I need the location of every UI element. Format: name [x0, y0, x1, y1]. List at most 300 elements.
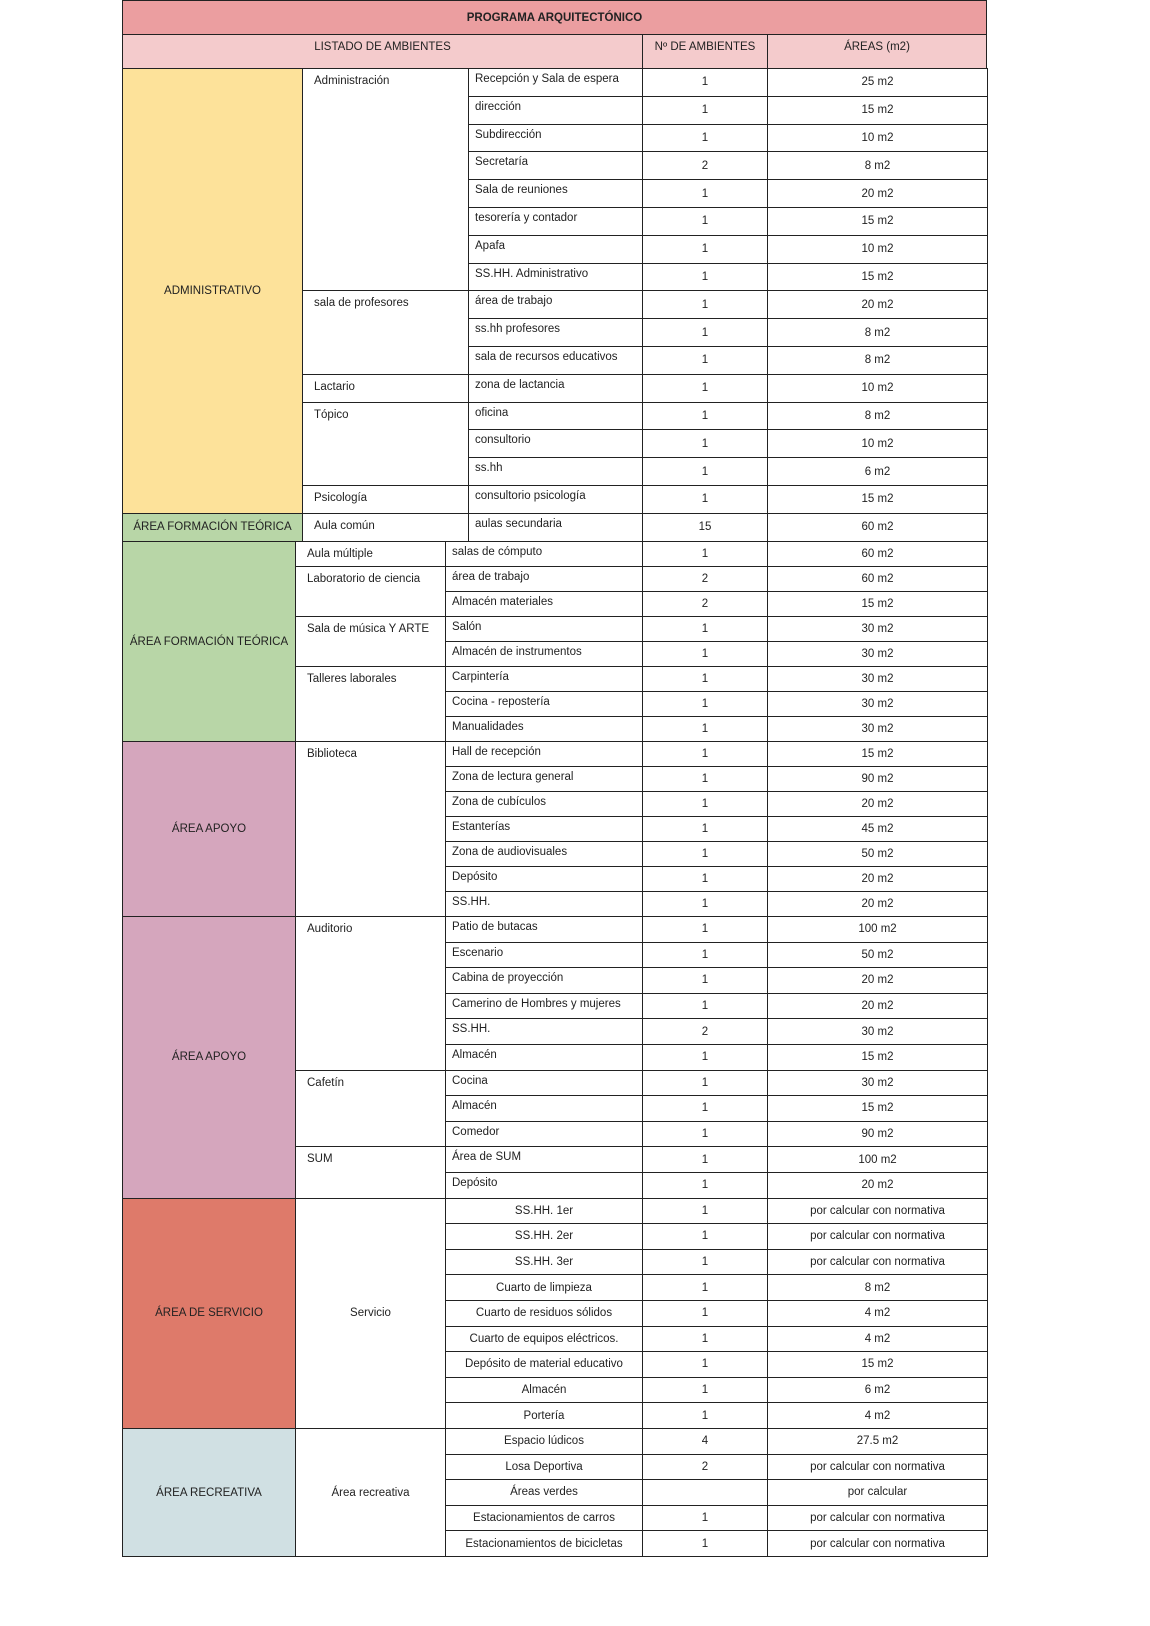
group-label-text: Área recreativa: [331, 1486, 410, 1499]
table-row-num: [642, 1146, 768, 1173]
space-name: Estacionamientos de bicicletas: [465, 1537, 623, 1550]
table-row-area: [767, 1121, 988, 1148]
space-name: tesorería y contador: [475, 212, 578, 224]
space-name: Manualidades: [452, 721, 524, 733]
table-row-num: [642, 513, 768, 542]
space-area: 15 m2: [861, 215, 894, 228]
table-row-space: [468, 290, 643, 319]
space-count: 4: [701, 1435, 709, 1448]
group-label: [302, 513, 469, 542]
table-row-space: [468, 346, 643, 375]
space-name: consultorio: [475, 434, 531, 447]
space-area: 8 m2: [864, 354, 891, 367]
table-row-num: [642, 866, 768, 892]
table-row-space: [468, 429, 643, 458]
table-row-num: [642, 993, 768, 1020]
space-area: por calcular con normativa: [810, 1460, 945, 1473]
space-area: por calcular con normativa: [810, 1204, 945, 1217]
group-label: [295, 741, 446, 917]
space-count: 1: [701, 773, 709, 785]
space-count: 1: [701, 798, 709, 810]
table-row-num: [642, 207, 768, 236]
space-count: 1: [701, 673, 709, 685]
table-row-space: [445, 1454, 643, 1481]
table-row-num: [642, 916, 768, 943]
group-label: [295, 1428, 446, 1557]
space-count: 1: [701, 848, 709, 860]
group-label-text: Biblioteca: [307, 748, 357, 760]
table-row-num: [642, 1402, 768, 1429]
space-area: 15 m2: [861, 270, 894, 283]
space-count: 1: [701, 1230, 709, 1243]
table-row-space: [445, 1402, 643, 1429]
table-row-space: [445, 591, 643, 617]
space-name: Carpintería: [452, 671, 509, 683]
table-row-num: [642, 1223, 768, 1250]
table-title-text: PROGRAMA ARQUITECTÓNICO: [466, 11, 643, 24]
zone-label: [122, 1428, 296, 1557]
space-count: 1: [701, 437, 709, 450]
space-name: Zona de cubículos: [452, 796, 546, 808]
table-row-area: [767, 318, 988, 347]
space-area: por calcular con normativa: [810, 1230, 945, 1243]
space-area: 20 m2: [861, 1179, 894, 1192]
table-row-num: [642, 841, 768, 867]
space-area: 8 m2: [864, 326, 891, 339]
table-row-area: [767, 513, 988, 542]
table-row-num: [642, 1530, 768, 1557]
table-row-space: [445, 1377, 643, 1404]
table-row-num: [642, 641, 768, 667]
table-row-space: [445, 866, 643, 892]
table-row-space: [468, 235, 643, 264]
table-row-area: [767, 1249, 988, 1276]
space-count: 1: [701, 623, 709, 635]
table-title: [122, 0, 987, 35]
group-label-text: Talleres laborales: [307, 673, 397, 685]
table-row-space: [445, 1018, 643, 1045]
group-label: [295, 1070, 446, 1148]
table-row-num: [642, 1454, 768, 1481]
group-label: [295, 566, 446, 617]
space-name: Espacio lúdicos: [504, 1435, 584, 1448]
space-area: por calcular con normativa: [810, 1256, 945, 1269]
group-label: [295, 666, 446, 742]
group-label-text: Lactario: [314, 380, 355, 393]
space-name: área de trabajo: [475, 295, 553, 308]
table-row-area: [767, 816, 988, 842]
table-row-space: [445, 1121, 643, 1148]
table-row-space: [445, 1172, 643, 1199]
space-name: Secretaría: [475, 156, 529, 169]
space-count: 1: [701, 1281, 709, 1294]
table-row-num: [642, 1121, 768, 1148]
table-row-space: [445, 816, 643, 842]
space-area: 20 m2: [861, 187, 894, 200]
table-row-area: [767, 791, 988, 817]
space-area: 50 m2: [861, 948, 894, 961]
group-label-text: Aula múltiple: [307, 548, 373, 560]
table-row-area: [767, 666, 988, 692]
table-row-num: [642, 1249, 768, 1276]
space-name: Almacén: [452, 1100, 497, 1113]
table-row-num: [642, 1044, 768, 1071]
table-row-space: [468, 485, 643, 514]
table-row-area: [767, 1172, 988, 1199]
table-row-num: [642, 816, 768, 842]
space-name: salas de cómputo: [452, 546, 543, 558]
space-count: 1: [701, 215, 709, 228]
space-count: 2: [701, 573, 709, 585]
table-row-area: [767, 967, 988, 994]
space-count: 1: [701, 465, 709, 478]
space-count: 2: [701, 1025, 709, 1038]
header-listado-text: LISTADO DE AMBIENTES: [314, 40, 451, 53]
table-row-area: [767, 641, 988, 667]
table-row-area: [767, 741, 988, 767]
space-name: sala de recursos educativos: [475, 351, 618, 363]
table-row-num: [642, 766, 768, 792]
table-row-area: [767, 1402, 988, 1429]
space-count: 1: [701, 187, 709, 200]
space-count: 1: [701, 131, 709, 144]
space-count: 1: [701, 1384, 709, 1397]
table-row-space: [445, 766, 643, 792]
space-area: 100 m2: [858, 1153, 897, 1166]
table-row-space: [445, 1530, 643, 1557]
space-count: 1: [701, 1332, 709, 1345]
space-name: oficina: [475, 406, 509, 419]
table-row-num: [642, 541, 768, 567]
table-row-space: [468, 179, 643, 208]
group-label-text: Laboratorio de ciencia: [307, 573, 421, 585]
table-row-area: [767, 1505, 988, 1532]
table-row-num: [642, 1300, 768, 1327]
table-row-space: [445, 1249, 643, 1276]
space-name: ss.hh profesores: [475, 323, 561, 336]
space-name: Comedor: [452, 1125, 500, 1138]
group-label: [302, 68, 469, 291]
table-row-num: [642, 1326, 768, 1353]
space-name: Patio de butacas: [452, 921, 538, 933]
space-area: 20 m2: [861, 298, 894, 311]
table-row-space: [445, 566, 643, 592]
table-row-num: [642, 1172, 768, 1199]
table-row-num: [642, 151, 768, 180]
table-row-space: [445, 641, 643, 667]
space-area: 20 m2: [861, 974, 894, 987]
table-row-area: [767, 151, 988, 180]
table-row-space: [468, 207, 643, 236]
space-count: 1: [701, 1102, 709, 1115]
space-count: 1: [701, 270, 709, 283]
space-name: Depósito: [452, 1177, 498, 1189]
space-area: 4 m2: [864, 1332, 891, 1345]
space-count: 1: [701, 1204, 709, 1217]
table-row-area: [767, 207, 988, 236]
space-name: Apafa: [475, 239, 506, 252]
table-row-num: [642, 290, 768, 319]
group-label: [302, 290, 469, 374]
table-row-num: [642, 591, 768, 617]
table-row-num: [642, 1428, 768, 1455]
table-row-num: [642, 1505, 768, 1532]
table-row-area: [767, 374, 988, 403]
space-area: 30 m2: [861, 1076, 894, 1089]
table-row-area: [767, 591, 988, 617]
space-name: Cabina de proyección: [452, 972, 564, 985]
table-row-area: [767, 841, 988, 867]
table-row-num: [642, 429, 768, 458]
table-row-area: [767, 1044, 988, 1071]
zone-label: [122, 68, 303, 514]
table-row-area: [767, 1070, 988, 1097]
table-row-space: [445, 1479, 643, 1506]
table-row-space: [445, 891, 643, 917]
zone-label: [122, 741, 296, 917]
table-row-area: [767, 1351, 988, 1378]
table-row-area: [767, 1223, 988, 1250]
space-count: 1: [701, 1179, 709, 1192]
table-row-num: [642, 691, 768, 717]
space-name: Estanterías: [452, 821, 511, 833]
zone-label-text: ADMINISTRATIVO: [164, 284, 261, 297]
group-label: [295, 1198, 446, 1429]
table-row-space: [445, 791, 643, 817]
space-area: 27.5 m2: [856, 1435, 899, 1448]
space-count: 2: [701, 1460, 709, 1473]
zone-label: [122, 513, 303, 542]
space-area: 4 m2: [864, 1307, 891, 1320]
header-listado: [122, 34, 643, 69]
space-name: SS.HH. 2er: [514, 1230, 574, 1243]
space-area: 30 m2: [861, 1025, 894, 1038]
space-count: 1: [701, 898, 709, 910]
space-count: 1: [701, 1051, 709, 1064]
space-count: 1: [701, 923, 709, 936]
space-name: Recepción y Sala de espera: [475, 73, 619, 85]
group-label: [295, 616, 446, 667]
space-area: 45 m2: [861, 823, 894, 835]
table-row-area: [767, 616, 988, 642]
space-count: 1: [701, 648, 709, 660]
table-row-space: [468, 263, 643, 292]
table-row-num: [642, 235, 768, 264]
space-area: 8 m2: [864, 1281, 891, 1294]
header-areas: [767, 34, 987, 69]
space-name: Salón: [452, 621, 482, 633]
table-row-area: [767, 1377, 988, 1404]
space-count: 1: [701, 1307, 709, 1320]
space-count: 1: [701, 298, 709, 311]
space-area: 30 m2: [861, 648, 894, 660]
space-area: 60 m2: [861, 521, 894, 534]
table-row-area: [767, 1146, 988, 1173]
space-area: 30 m2: [861, 698, 894, 710]
space-area: 90 m2: [861, 773, 894, 785]
table-row-space: [468, 124, 643, 153]
table-row-space: [445, 691, 643, 717]
space-name: Sala de reuniones: [475, 184, 568, 197]
table-row-num: [642, 485, 768, 514]
space-count: 1: [701, 1000, 709, 1013]
zone-label-text: ÁREA APOYO: [171, 823, 247, 835]
group-label: [302, 374, 469, 403]
zone-label: [122, 1198, 296, 1429]
table-row-num: [642, 1198, 768, 1225]
group-label-text: SUM: [307, 1153, 333, 1166]
space-area: 4 m2: [864, 1409, 891, 1422]
space-count: 1: [701, 354, 709, 367]
group-label: [295, 541, 446, 567]
space-area: 8 m2: [864, 409, 891, 422]
space-count: 1: [701, 76, 709, 89]
space-name: Portería: [523, 1409, 565, 1422]
space-area: 15 m2: [861, 493, 894, 506]
zone-label-text: ÁREA FORMACIÓN TEÓRICA: [129, 635, 289, 648]
table-row-num: [642, 374, 768, 403]
zone-label-text: ÁREA FORMACIÓN TEÓRICA: [133, 521, 292, 534]
table-row-num: [642, 891, 768, 917]
table-row-space: [445, 916, 643, 943]
space-area: 10 m2: [861, 382, 894, 395]
space-name: Cuarto de residuos sólidos: [475, 1307, 613, 1320]
table-row-num: [642, 263, 768, 292]
table-row-space: [468, 68, 643, 97]
space-name: Almacén: [452, 1049, 497, 1061]
table-row-num: [642, 346, 768, 375]
table-row-num: [642, 791, 768, 817]
table-row-area: [767, 1326, 988, 1353]
table-row-num: [642, 402, 768, 431]
table-row-area: [767, 457, 988, 486]
table-row-num: [642, 1351, 768, 1378]
table-row-area: [767, 96, 988, 125]
table-row-area: [767, 1095, 988, 1122]
table-row-space: [445, 1300, 643, 1327]
space-name: Hall de recepción: [452, 746, 541, 758]
space-count: 1: [701, 948, 709, 961]
table-row-num: [642, 566, 768, 592]
table-row-num: [642, 1377, 768, 1404]
table-row-num: [642, 124, 768, 153]
space-name: Almacén de instrumentos: [452, 646, 582, 658]
space-count: 1: [701, 1358, 709, 1371]
table-row-space: [445, 942, 643, 969]
table-row-area: [767, 1530, 988, 1557]
table-row-space: [445, 967, 643, 994]
table-row-area: [767, 1300, 988, 1327]
group-label: [295, 1146, 446, 1198]
space-name: Área de SUM: [452, 1151, 522, 1164]
table-row-space: [445, 716, 643, 742]
group-label-text: Servicio: [350, 1307, 391, 1320]
table-row-space: [445, 993, 643, 1020]
space-name: dirección: [475, 100, 522, 113]
table-row-space: [445, 541, 643, 567]
table-row-num: [642, 666, 768, 692]
space-area: 6 m2: [864, 465, 891, 478]
space-count: 1: [701, 548, 709, 560]
space-count: 15: [698, 521, 712, 534]
space-area: 8 m2: [864, 159, 891, 172]
table-row-space: [445, 1428, 643, 1455]
table-row-area: [767, 891, 988, 917]
space-name: aulas secundaria: [475, 517, 562, 530]
table-row-num: [642, 1018, 768, 1045]
table-row-space: [445, 666, 643, 692]
table-row-num: [642, 967, 768, 994]
table-row-num: [642, 96, 768, 125]
space-count: 1: [701, 104, 709, 117]
table-row-area: [767, 263, 988, 292]
table-row-area: [767, 124, 988, 153]
space-name: Cocina - repostería: [452, 696, 550, 708]
space-count: 1: [701, 873, 709, 885]
space-area: 15 m2: [861, 1051, 894, 1064]
table-row-num: [642, 716, 768, 742]
table-row-space: [468, 96, 643, 125]
space-name: Losa Deportiva: [505, 1460, 583, 1473]
table-row-space: [445, 1146, 643, 1173]
table-row-area: [767, 1454, 988, 1481]
zone-label-text: ÁREA DE SERVICIO: [155, 1307, 263, 1320]
space-count: 1: [701, 1409, 709, 1422]
table-row-area: [767, 1198, 988, 1225]
table-row-area: [767, 290, 988, 319]
space-area: 20 m2: [861, 898, 894, 910]
space-name: Zona de lectura general: [452, 771, 574, 783]
space-name: Depósito: [452, 871, 498, 883]
space-area: 10 m2: [861, 437, 894, 450]
table-row-area: [767, 691, 988, 717]
group-label-text: Psicología: [314, 492, 368, 504]
space-area: por calcular con normativa: [810, 1512, 945, 1525]
table-row-area: [767, 942, 988, 969]
table-row-num: [642, 1274, 768, 1301]
space-name: SS.HH. Administrativo: [475, 267, 589, 280]
table-row-area: [767, 429, 988, 458]
space-name: Almacén materiales: [452, 596, 553, 608]
header-areas-text: ÁREAS (m2): [844, 40, 910, 53]
space-name: Escenario: [452, 946, 504, 959]
table-row-space: [468, 374, 643, 403]
zone-label: [122, 916, 296, 1199]
space-name: área de trabajo: [452, 571, 530, 583]
table-row-space: [445, 616, 643, 642]
space-area: 20 m2: [861, 1000, 894, 1013]
table-row-space: [445, 1274, 643, 1301]
table-row-space: [445, 1223, 643, 1250]
table-row-space: [445, 1326, 643, 1353]
table-row-area: [767, 866, 988, 892]
space-count: 1: [701, 409, 709, 422]
group-label: [295, 916, 446, 1071]
space-count: 1: [701, 493, 709, 506]
group-label-text: Cafetín: [307, 1076, 345, 1089]
space-name: SS.HH.: [452, 1023, 491, 1036]
table-row-area: [767, 346, 988, 375]
space-count: 1: [701, 243, 709, 256]
group-label: [302, 402, 469, 486]
space-area: por calcular con normativa: [810, 1537, 945, 1550]
table-row-area: [767, 68, 988, 97]
space-count: 1: [701, 698, 709, 710]
space-count: 1: [701, 748, 709, 760]
space-area: 10 m2: [861, 243, 894, 256]
table-row-area: [767, 766, 988, 792]
table-row-space: [445, 1505, 643, 1532]
